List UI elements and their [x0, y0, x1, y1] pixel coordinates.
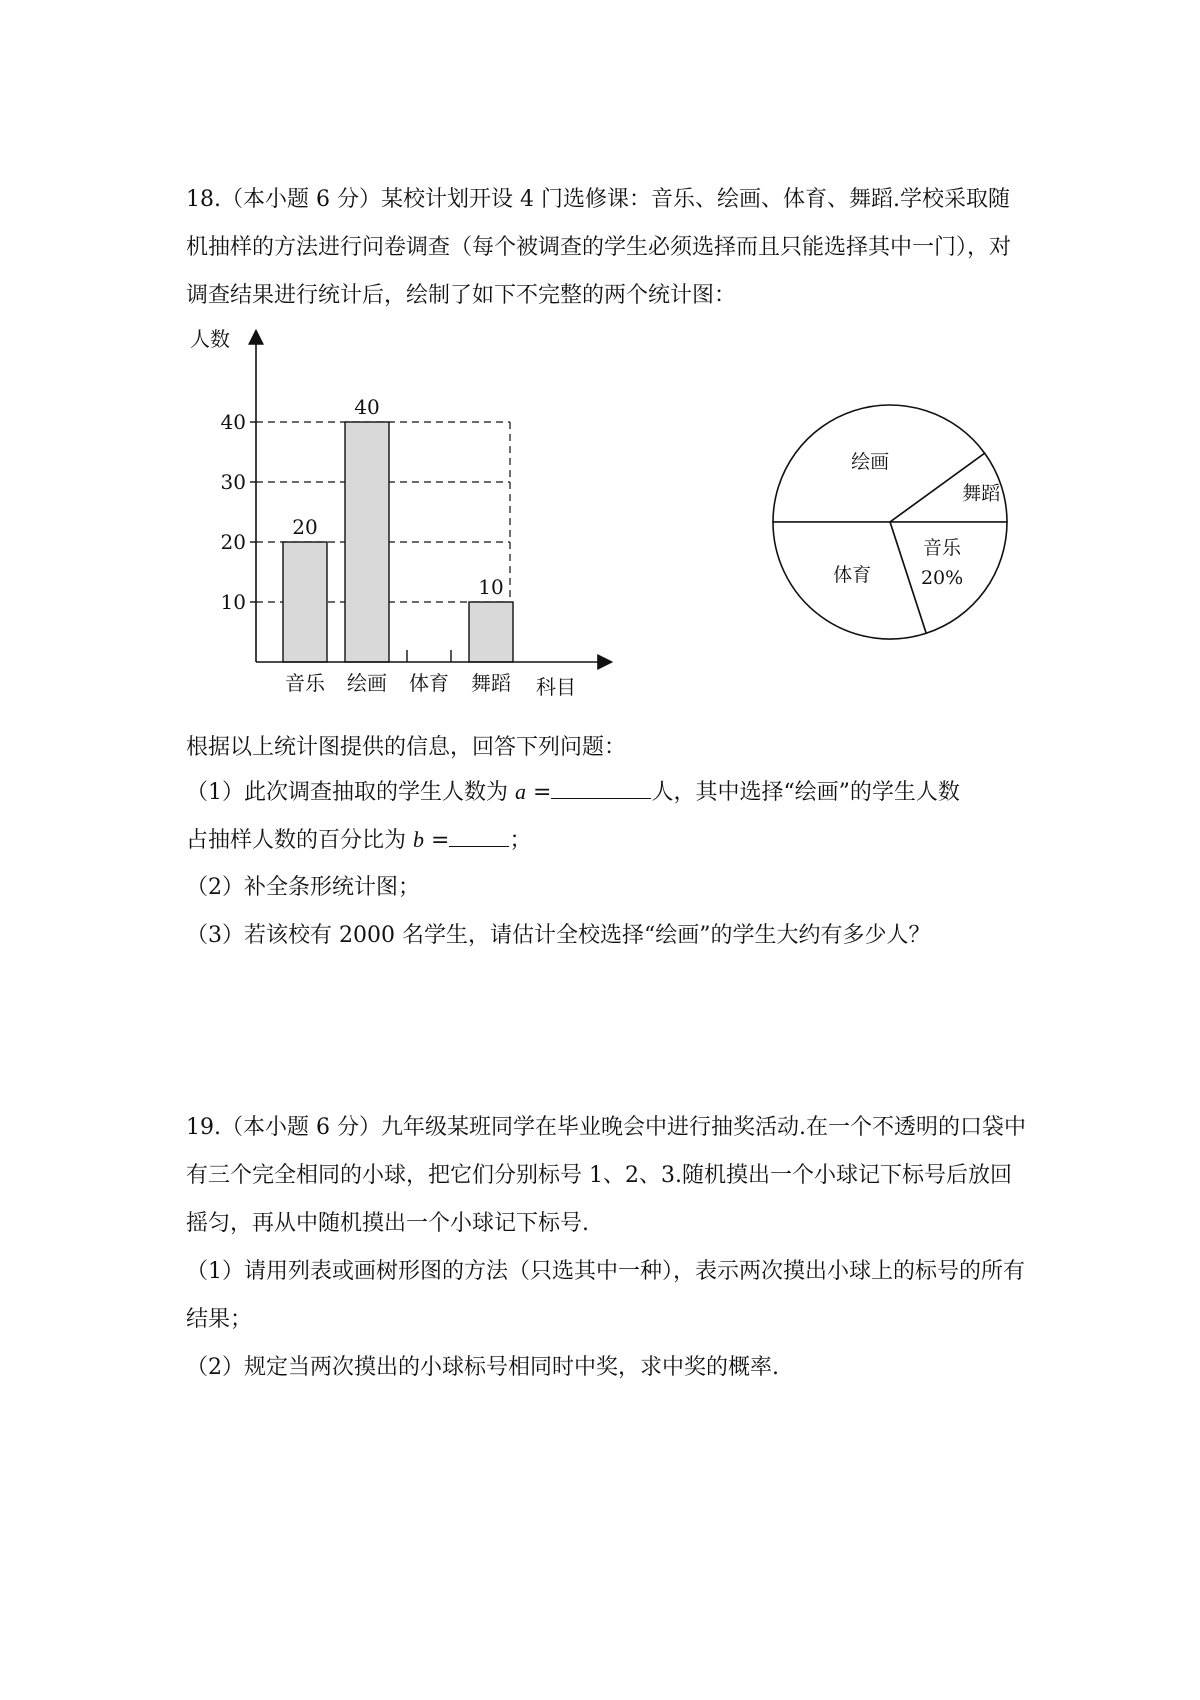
q18-part1-line1: （1）此次调查抽取的学生人数为 a = 人，其中选择“绘画”的学生人数 [186, 768, 960, 817]
q19-intro: 19.（本小题 6 分）九年级某班同学在毕业晚会中进行抽奖活动.在一个不透明的口袋中有三个完全相同的小球，把它们分别标号 1、2、3.随机摸出一个小球记下标号后放回摇匀，再从中随机摸出一个小球记下标号. [186, 1115, 1026, 1236]
pie-slice-percent: 20% [920, 566, 964, 589]
q18-part1-line2: 占抽样人数的百分比为 b = ； [186, 816, 531, 865]
bar-data-label: 40 [354, 395, 380, 419]
pie-slice-label: 舞蹈 [962, 482, 1001, 505]
y-tick-label: 30 [220, 470, 246, 494]
answer-blank-a[interactable] [551, 772, 651, 799]
q18-after-charts: 根据以上统计图提供的信息，回答下列问题： [186, 735, 627, 760]
bar-ticks [221, 410, 256, 614]
q18-part2: （2）补全条形统计图； [186, 875, 420, 900]
category-label: 绘画 [347, 671, 387, 695]
q19-part2: （2）规定当两次摸出的小球标号相同时中奖，求中奖的概率. [186, 1355, 779, 1380]
answer-blank-b[interactable] [449, 820, 509, 847]
bar-categories [285, 671, 511, 695]
category-label: 音乐 [285, 671, 325, 695]
bar-data-label: 10 [478, 575, 504, 599]
y-axis-label: 人数 [190, 327, 230, 351]
y-tick-label: 10 [220, 590, 246, 614]
var-b: b [413, 827, 424, 852]
pie-slice-label: 绘画 [851, 450, 890, 473]
q18-intro: 18.（本小题 6 分）某校计划开设 4 门选修课：音乐、绘画、体育、舞蹈.学校采取随机抽样的方法进行问卷调查（每个被调查的学生必须选择而且只能选择其中一门），对调查结果进行统计后，绘制了如下不完整的两个统计图： [186, 187, 1012, 308]
y-tick-label: 40 [220, 410, 246, 434]
bar-chart [180, 318, 620, 710]
bar [283, 542, 327, 662]
y-tick-label: 20 [220, 530, 246, 554]
bar-data-label: 20 [292, 515, 318, 539]
x-axis-label: 科目 [536, 675, 576, 699]
q19-part1: （1）请用列表或画树形图的方法（只选其中一种），表示两次摸出小球上的标号的所有结果； [186, 1259, 1025, 1332]
pie-slices [773, 405, 1007, 639]
pie-slice-label: 音乐 [923, 536, 962, 559]
category-label: 舞蹈 [471, 671, 511, 695]
q18-part3: （3）若该校有 2000 名学生，请估计全校选择“绘画”的学生大约有多少人？ [186, 923, 931, 948]
pie-slice-label: 体育 [833, 564, 872, 587]
bar [469, 602, 513, 662]
bar [345, 422, 389, 662]
pie-chart [750, 390, 1030, 670]
category-label: 体育 [409, 671, 449, 695]
var-a: a [515, 779, 526, 804]
